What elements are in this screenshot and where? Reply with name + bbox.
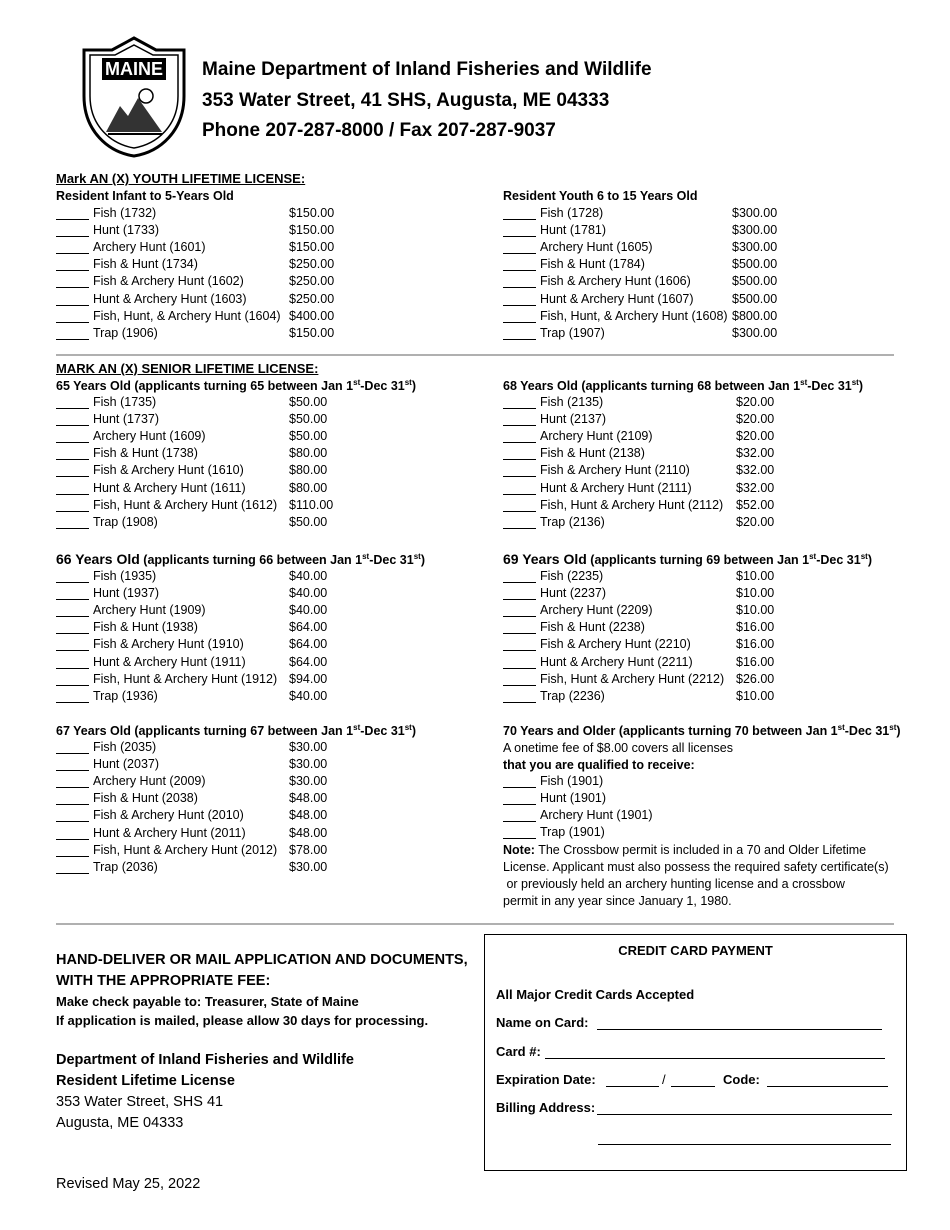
license-price: $94.00	[289, 672, 328, 686]
license-label: Hunt (1937)	[93, 586, 160, 600]
license-price: $300.00	[732, 326, 778, 340]
license-mark-blank[interactable]	[503, 236, 536, 237]
mail-street: 353 Water Street, SHS 41	[56, 1094, 224, 1110]
cc-billing-label: Billing Address:	[496, 1100, 596, 1115]
license-mark-blank[interactable]	[503, 685, 536, 686]
license-price: $50.00	[289, 515, 328, 529]
license-label: Fish, Hunt & Archery Hunt (2012)	[93, 843, 278, 857]
license-mark-blank[interactable]	[503, 511, 536, 512]
license-label: Fish (1735)	[93, 395, 157, 409]
mail-program: Resident Lifetime License	[56, 1073, 235, 1089]
license-mark-blank[interactable]	[503, 287, 536, 288]
license-price: $80.00	[289, 446, 328, 460]
license-option	[503, 463, 796, 480]
license-option	[503, 515, 796, 532]
license-option	[56, 672, 349, 689]
license-price: $10.00	[736, 603, 775, 617]
license-option	[56, 689, 349, 706]
license-price: $10.00	[736, 569, 775, 583]
license-label: Fish (2035)	[93, 740, 157, 754]
license-price: $80.00	[289, 463, 328, 477]
license-label: Fish, Hunt & Archery Hunt (1612)	[93, 498, 278, 512]
license-option	[56, 206, 349, 223]
license-option	[503, 808, 803, 825]
senior-70-note-4: permit in any year since January 1, 1980.	[503, 894, 732, 908]
license-label: Fish & Hunt (2138)	[540, 446, 645, 460]
processing-time: If application is mailed, please allow 30 days for processing.	[56, 1013, 429, 1028]
license-label: Archery Hunt (1909)	[93, 603, 206, 617]
license-mark-blank[interactable]	[56, 753, 89, 754]
license-mark-blank[interactable]	[503, 804, 536, 805]
license-price: $500.00	[732, 292, 778, 306]
license-option	[56, 412, 349, 429]
license-mark-blank[interactable]	[56, 236, 89, 237]
license-option	[503, 206, 792, 223]
license-mark-blank[interactable]	[503, 425, 536, 426]
license-mark-blank[interactable]	[503, 668, 536, 669]
senior-70-note-2: License. Applicant must also possess the required safety certificate(s)	[503, 860, 889, 874]
license-label: Hunt & Archery Hunt (2011)	[93, 826, 246, 840]
license-price: $20.00	[736, 412, 775, 426]
license-label: Hunt & Archery Hunt (1607)	[540, 292, 694, 306]
license-price: $250.00	[289, 274, 335, 288]
license-option	[503, 825, 803, 842]
cc-number-field[interactable]	[545, 1058, 885, 1059]
license-mark-blank[interactable]	[503, 305, 536, 306]
license-price: $150.00	[289, 223, 335, 237]
license-mark-blank[interactable]	[503, 253, 536, 254]
cc-exp-year-field[interactable]	[671, 1086, 715, 1087]
license-label: Hunt (2037)	[93, 757, 160, 771]
license-label: Trap (2136)	[540, 515, 605, 529]
cc-billing-field-2[interactable]	[598, 1144, 891, 1145]
license-mark-blank[interactable]	[503, 599, 536, 600]
revised-date: Revised May 25, 2022	[56, 1176, 201, 1192]
license-option	[56, 774, 349, 791]
license-option	[503, 586, 796, 603]
license-option	[56, 463, 349, 480]
license-option	[503, 637, 796, 654]
license-price: $300.00	[732, 223, 778, 237]
license-label: Archery Hunt (2209)	[540, 603, 653, 617]
license-mark-blank[interactable]	[56, 873, 89, 874]
license-price: $40.00	[289, 586, 328, 600]
license-option	[56, 309, 349, 326]
license-mark-blank[interactable]	[56, 599, 89, 600]
license-price: $50.00	[289, 429, 328, 443]
license-option	[503, 292, 792, 309]
license-label: Fish & Archery Hunt (1910)	[93, 637, 244, 651]
license-mark-blank[interactable]	[56, 668, 89, 669]
license-mark-blank[interactable]	[503, 270, 536, 271]
license-price: $110.00	[289, 498, 334, 512]
license-option	[503, 672, 796, 689]
license-option	[56, 395, 349, 412]
license-option	[56, 860, 349, 877]
license-option	[503, 257, 792, 274]
license-label: Fish, Hunt & Archery Hunt (2112)	[540, 498, 724, 512]
license-option	[56, 292, 349, 309]
license-price: $400.00	[289, 309, 335, 323]
license-label: Fish & Archery Hunt (1610)	[93, 463, 244, 477]
license-price: $150.00	[289, 240, 335, 254]
senior-section-title: MARK AN (X) SENIOR LIFETIME LICENSE:	[56, 361, 319, 376]
cc-exp-label: Expiration Date:	[496, 1072, 596, 1087]
mail-dept: Department of Inland Fisheries and Wildlife	[56, 1052, 354, 1068]
cc-accepted: All Major Credit Cards Accepted	[496, 987, 695, 1002]
license-label: Fish & Archery Hunt (2010)	[93, 808, 244, 822]
senior-66-title: 66 Years Old (applicants turning 66 between Jan 1st-Dec 31st)	[56, 551, 426, 567]
license-option	[503, 791, 803, 808]
license-price: $20.00	[736, 515, 775, 529]
license-price: $64.00	[289, 620, 328, 634]
license-mark-blank[interactable]	[503, 787, 536, 788]
license-option	[56, 481, 349, 498]
license-mark-blank[interactable]	[56, 511, 89, 512]
license-mark-blank[interactable]	[56, 839, 89, 840]
license-label: Hunt (1901)	[540, 791, 607, 805]
license-label: Trap (2036)	[93, 860, 158, 874]
license-label: Fish (1901)	[540, 774, 604, 788]
license-price: $150.00	[289, 326, 335, 340]
license-option	[503, 446, 796, 463]
license-option	[503, 689, 796, 706]
license-option	[503, 309, 792, 326]
license-price: $48.00	[289, 808, 328, 822]
license-label: Hunt (2137)	[540, 412, 607, 426]
youth-6-15-title: Resident Youth 6 to 15 Years Old	[503, 189, 698, 203]
license-price: $64.00	[289, 637, 328, 651]
license-price: $250.00	[289, 292, 335, 306]
license-price: $40.00	[289, 569, 328, 583]
license-option	[56, 655, 349, 672]
cc-number-label: Card #:	[496, 1044, 541, 1059]
mail-heading-1: HAND-DELIVER OR MAIL APPLICATION AND DOCUMENTS,	[56, 952, 468, 968]
license-price: $26.00	[736, 672, 775, 686]
license-price: $30.00	[289, 757, 328, 771]
license-price: $32.00	[736, 481, 775, 495]
license-label: Archery Hunt (1901)	[540, 808, 653, 822]
license-option	[56, 586, 349, 603]
license-option	[56, 515, 349, 532]
license-option	[56, 637, 349, 654]
cc-exp-separator: /	[662, 1072, 666, 1087]
license-price: $48.00	[289, 791, 328, 805]
license-option	[503, 774, 803, 791]
license-mark-blank[interactable]	[56, 702, 89, 703]
license-label: Trap (1908)	[93, 515, 158, 529]
license-mark-blank[interactable]	[503, 702, 536, 703]
license-mark-blank[interactable]	[56, 287, 89, 288]
license-option	[56, 429, 349, 446]
youth-infant-title: Resident Infant to 5-Years Old	[56, 189, 234, 203]
license-option	[56, 240, 349, 257]
license-mark-blank[interactable]	[503, 219, 536, 220]
license-option	[503, 395, 796, 412]
license-price: $16.00	[736, 637, 775, 651]
license-label: Hunt (2237)	[540, 586, 607, 600]
license-price: $64.00	[289, 655, 328, 669]
license-option	[56, 826, 349, 843]
license-option	[503, 569, 796, 586]
license-option	[56, 498, 349, 515]
maine-logo	[78, 36, 190, 158]
cc-name-field[interactable]	[597, 1029, 882, 1030]
license-price: $30.00	[289, 860, 328, 874]
license-option	[503, 603, 796, 620]
license-label: Fish (1732)	[93, 206, 157, 220]
license-price: $48.00	[289, 826, 328, 840]
license-label: Hunt & Archery Hunt (1611)	[93, 481, 246, 495]
senior-65-title: 65 Years Old (applicants turning 65 between Jan 1st-Dec 31st)	[56, 378, 417, 394]
license-label: Fish & Hunt (2238)	[540, 620, 645, 634]
license-mark-blank[interactable]	[503, 459, 536, 460]
license-price: $80.00	[289, 481, 328, 495]
license-price: $50.00	[289, 395, 328, 409]
credit-card-box	[484, 934, 907, 1171]
license-price: $16.00	[736, 620, 775, 634]
license-label: Trap (1906)	[93, 326, 158, 340]
license-mark-blank[interactable]	[56, 408, 89, 409]
license-option	[56, 569, 349, 586]
license-mark-blank[interactable]	[56, 425, 89, 426]
senior-67-title: 67 Years Old (applicants turning 67 between Jan 1st-Dec 31st)	[56, 723, 417, 739]
license-option	[56, 757, 349, 774]
license-mark-blank[interactable]	[56, 476, 89, 477]
divider	[56, 354, 894, 356]
license-mark-blank[interactable]	[56, 804, 89, 805]
license-label: Fish & Archery Hunt (2210)	[540, 637, 691, 651]
license-price: $50.00	[289, 412, 328, 426]
senior-70-note-1: Note: The Crossbow permit is included in a 70 and Older Lifetime	[503, 843, 867, 857]
license-label: Fish & Hunt (1938)	[93, 620, 198, 634]
license-label: Fish & Hunt (1738)	[93, 446, 198, 460]
license-price: $30.00	[289, 740, 328, 754]
license-mark-blank[interactable]	[503, 339, 536, 340]
license-option	[503, 620, 796, 637]
license-mark-blank[interactable]	[56, 685, 89, 686]
license-mark-blank[interactable]	[56, 459, 89, 460]
license-price: $52.00	[736, 498, 775, 512]
license-price: $500.00	[732, 274, 778, 288]
license-mark-blank[interactable]	[503, 442, 536, 443]
license-mark-blank[interactable]	[503, 650, 536, 651]
logo-word: MAINE	[105, 59, 163, 79]
license-mark-blank[interactable]	[56, 253, 89, 254]
license-option	[56, 603, 349, 620]
license-option	[56, 223, 349, 240]
license-label: Trap (2236)	[540, 689, 605, 703]
license-mark-blank[interactable]	[56, 494, 89, 495]
license-mark-blank[interactable]	[56, 856, 89, 857]
license-price: $300.00	[732, 240, 778, 254]
license-option	[503, 481, 796, 498]
license-label: Hunt (1737)	[93, 412, 160, 426]
license-mark-blank[interactable]	[56, 770, 89, 771]
agency-address: 353 Water Street, 41 SHS, Augusta, ME 04333	[202, 90, 610, 111]
license-label: Fish & Archery Hunt (1606)	[540, 274, 691, 288]
license-price: $78.00	[289, 843, 328, 857]
senior-70-title: 70 Years and Older (applicants turning 70 between Jan 1st-Dec 31st)	[503, 723, 901, 739]
license-option	[503, 498, 796, 515]
license-option	[503, 240, 792, 257]
license-label: Fish & Hunt (1784)	[540, 257, 645, 271]
license-option	[56, 446, 349, 463]
license-label: Hunt & Archery Hunt (2211)	[540, 655, 693, 669]
license-option	[503, 412, 796, 429]
license-mark-blank[interactable]	[503, 633, 536, 634]
license-price: $10.00	[736, 586, 775, 600]
license-mark-blank[interactable]	[503, 322, 536, 323]
license-mark-blank[interactable]	[56, 322, 89, 323]
license-mark-blank[interactable]	[56, 528, 89, 529]
license-mark-blank[interactable]	[503, 494, 536, 495]
license-option	[56, 326, 349, 343]
agency-name: Maine Department of Inland Fisheries and Wildlife	[202, 59, 652, 80]
license-mark-blank[interactable]	[503, 408, 536, 409]
license-label: Archery Hunt (2109)	[540, 429, 653, 443]
license-label: Fish, Hunt & Archery Hunt (2212)	[540, 672, 725, 686]
license-option	[56, 274, 349, 291]
license-label: Fish (2135)	[540, 395, 604, 409]
license-mark-blank[interactable]	[503, 838, 536, 839]
mail-city: Augusta, ME 04333	[56, 1115, 184, 1131]
cc-code-field[interactable]	[767, 1086, 888, 1087]
license-label: Hunt & Archery Hunt (1911)	[93, 655, 246, 669]
license-label: Hunt & Archery Hunt (2111)	[540, 481, 692, 495]
license-label: Archery Hunt (1601)	[93, 240, 206, 254]
license-option	[503, 429, 796, 446]
license-price: $300.00	[732, 206, 778, 220]
senior-70-qualified: that you are qualified to receive:	[503, 758, 695, 772]
license-price: $10.00	[736, 689, 775, 703]
cc-title: CREDIT CARD PAYMENT	[618, 943, 773, 958]
license-mark-blank[interactable]	[56, 821, 89, 822]
license-label: Trap (1901)	[540, 825, 605, 839]
license-option	[503, 655, 796, 672]
license-label: Fish & Archery Hunt (2110)	[540, 463, 690, 477]
license-label: Fish & Archery Hunt (1602)	[93, 274, 244, 288]
license-mark-blank[interactable]	[56, 633, 89, 634]
license-label: Fish (1935)	[93, 569, 157, 583]
license-price: $40.00	[289, 603, 328, 617]
license-label: Fish & Hunt (1734)	[93, 257, 198, 271]
license-price: $800.00	[732, 309, 778, 323]
license-mark-blank[interactable]	[503, 821, 536, 822]
license-price: $32.00	[736, 463, 775, 477]
license-label: Fish, Hunt & Archery Hunt (1912)	[93, 672, 278, 686]
license-label: Hunt (1733)	[93, 223, 160, 237]
license-label: Fish & Hunt (2038)	[93, 791, 198, 805]
license-label: Fish (1728)	[540, 206, 604, 220]
cc-name-label: Name on Card:	[496, 1015, 589, 1030]
license-label: Trap (1936)	[93, 689, 158, 703]
license-mark-blank[interactable]	[56, 787, 89, 788]
license-price: $20.00	[736, 429, 775, 443]
license-mark-blank[interactable]	[56, 270, 89, 271]
license-mark-blank[interactable]	[503, 582, 536, 583]
license-option	[56, 620, 349, 637]
license-option	[56, 808, 349, 825]
license-option	[503, 326, 792, 343]
license-mark-blank[interactable]	[503, 528, 536, 529]
senior-69-title: 69 Years Old (applicants turning 69 between Jan 1st-Dec 31st)	[503, 551, 873, 567]
license-mark-blank[interactable]	[56, 442, 89, 443]
license-label: Trap (1907)	[540, 326, 605, 340]
agency-phone: Phone 207-287-8000 / Fax 207-287-9037	[202, 120, 556, 141]
cc-billing-field-1[interactable]	[597, 1114, 892, 1115]
license-mark-blank[interactable]	[56, 650, 89, 651]
license-mark-blank[interactable]	[503, 616, 536, 617]
license-mark-blank[interactable]	[56, 339, 89, 340]
license-label: Archery Hunt (2009)	[93, 774, 206, 788]
license-label: Archery Hunt (1609)	[93, 429, 206, 443]
license-label: Fish (2235)	[540, 569, 604, 583]
license-label: Archery Hunt (1605)	[540, 240, 653, 254]
license-mark-blank[interactable]	[56, 616, 89, 617]
senior-70-fee: A onetime fee of $8.00 covers all licenses	[503, 741, 733, 755]
license-option	[503, 274, 792, 291]
license-label: Fish, Hunt, & Archery Hunt (1608)	[540, 309, 728, 323]
license-mark-blank[interactable]	[56, 582, 89, 583]
license-price: $32.00	[736, 446, 775, 460]
license-mark-blank[interactable]	[503, 476, 536, 477]
license-option	[56, 257, 349, 274]
youth-section-title: Mark AN (X) YOUTH LIFETIME LICENSE:	[56, 171, 306, 186]
license-mark-blank[interactable]	[56, 305, 89, 306]
license-price: $16.00	[736, 655, 775, 669]
senior-68-title: 68 Years Old (applicants turning 68 between Jan 1st-Dec 31st)	[503, 378, 864, 394]
cc-code-label: Code:	[723, 1072, 760, 1087]
senior-70-note-3: or previously held an archery hunting license and a crossbow	[503, 877, 845, 891]
license-label: Fish, Hunt, & Archery Hunt (1604)	[93, 309, 281, 323]
license-label: Hunt (1781)	[540, 223, 607, 237]
cc-exp-month-field[interactable]	[606, 1086, 659, 1087]
check-payable: Make check payable to: Treasurer, State of Maine	[56, 994, 359, 1009]
license-option	[56, 843, 349, 860]
license-price: $500.00	[732, 257, 778, 271]
license-price: $20.00	[736, 395, 775, 409]
license-option	[503, 223, 792, 240]
license-price: $40.00	[289, 689, 328, 703]
divider	[56, 923, 894, 925]
license-price: $250.00	[289, 257, 335, 271]
license-price: $150.00	[289, 206, 335, 220]
license-label: Hunt & Archery Hunt (1603)	[93, 292, 247, 306]
license-option	[56, 791, 349, 808]
mail-heading-2: WITH THE APPROPRIATE FEE:	[56, 973, 271, 989]
license-price: $30.00	[289, 774, 328, 788]
license-option	[56, 740, 349, 757]
license-mark-blank[interactable]	[56, 219, 89, 220]
